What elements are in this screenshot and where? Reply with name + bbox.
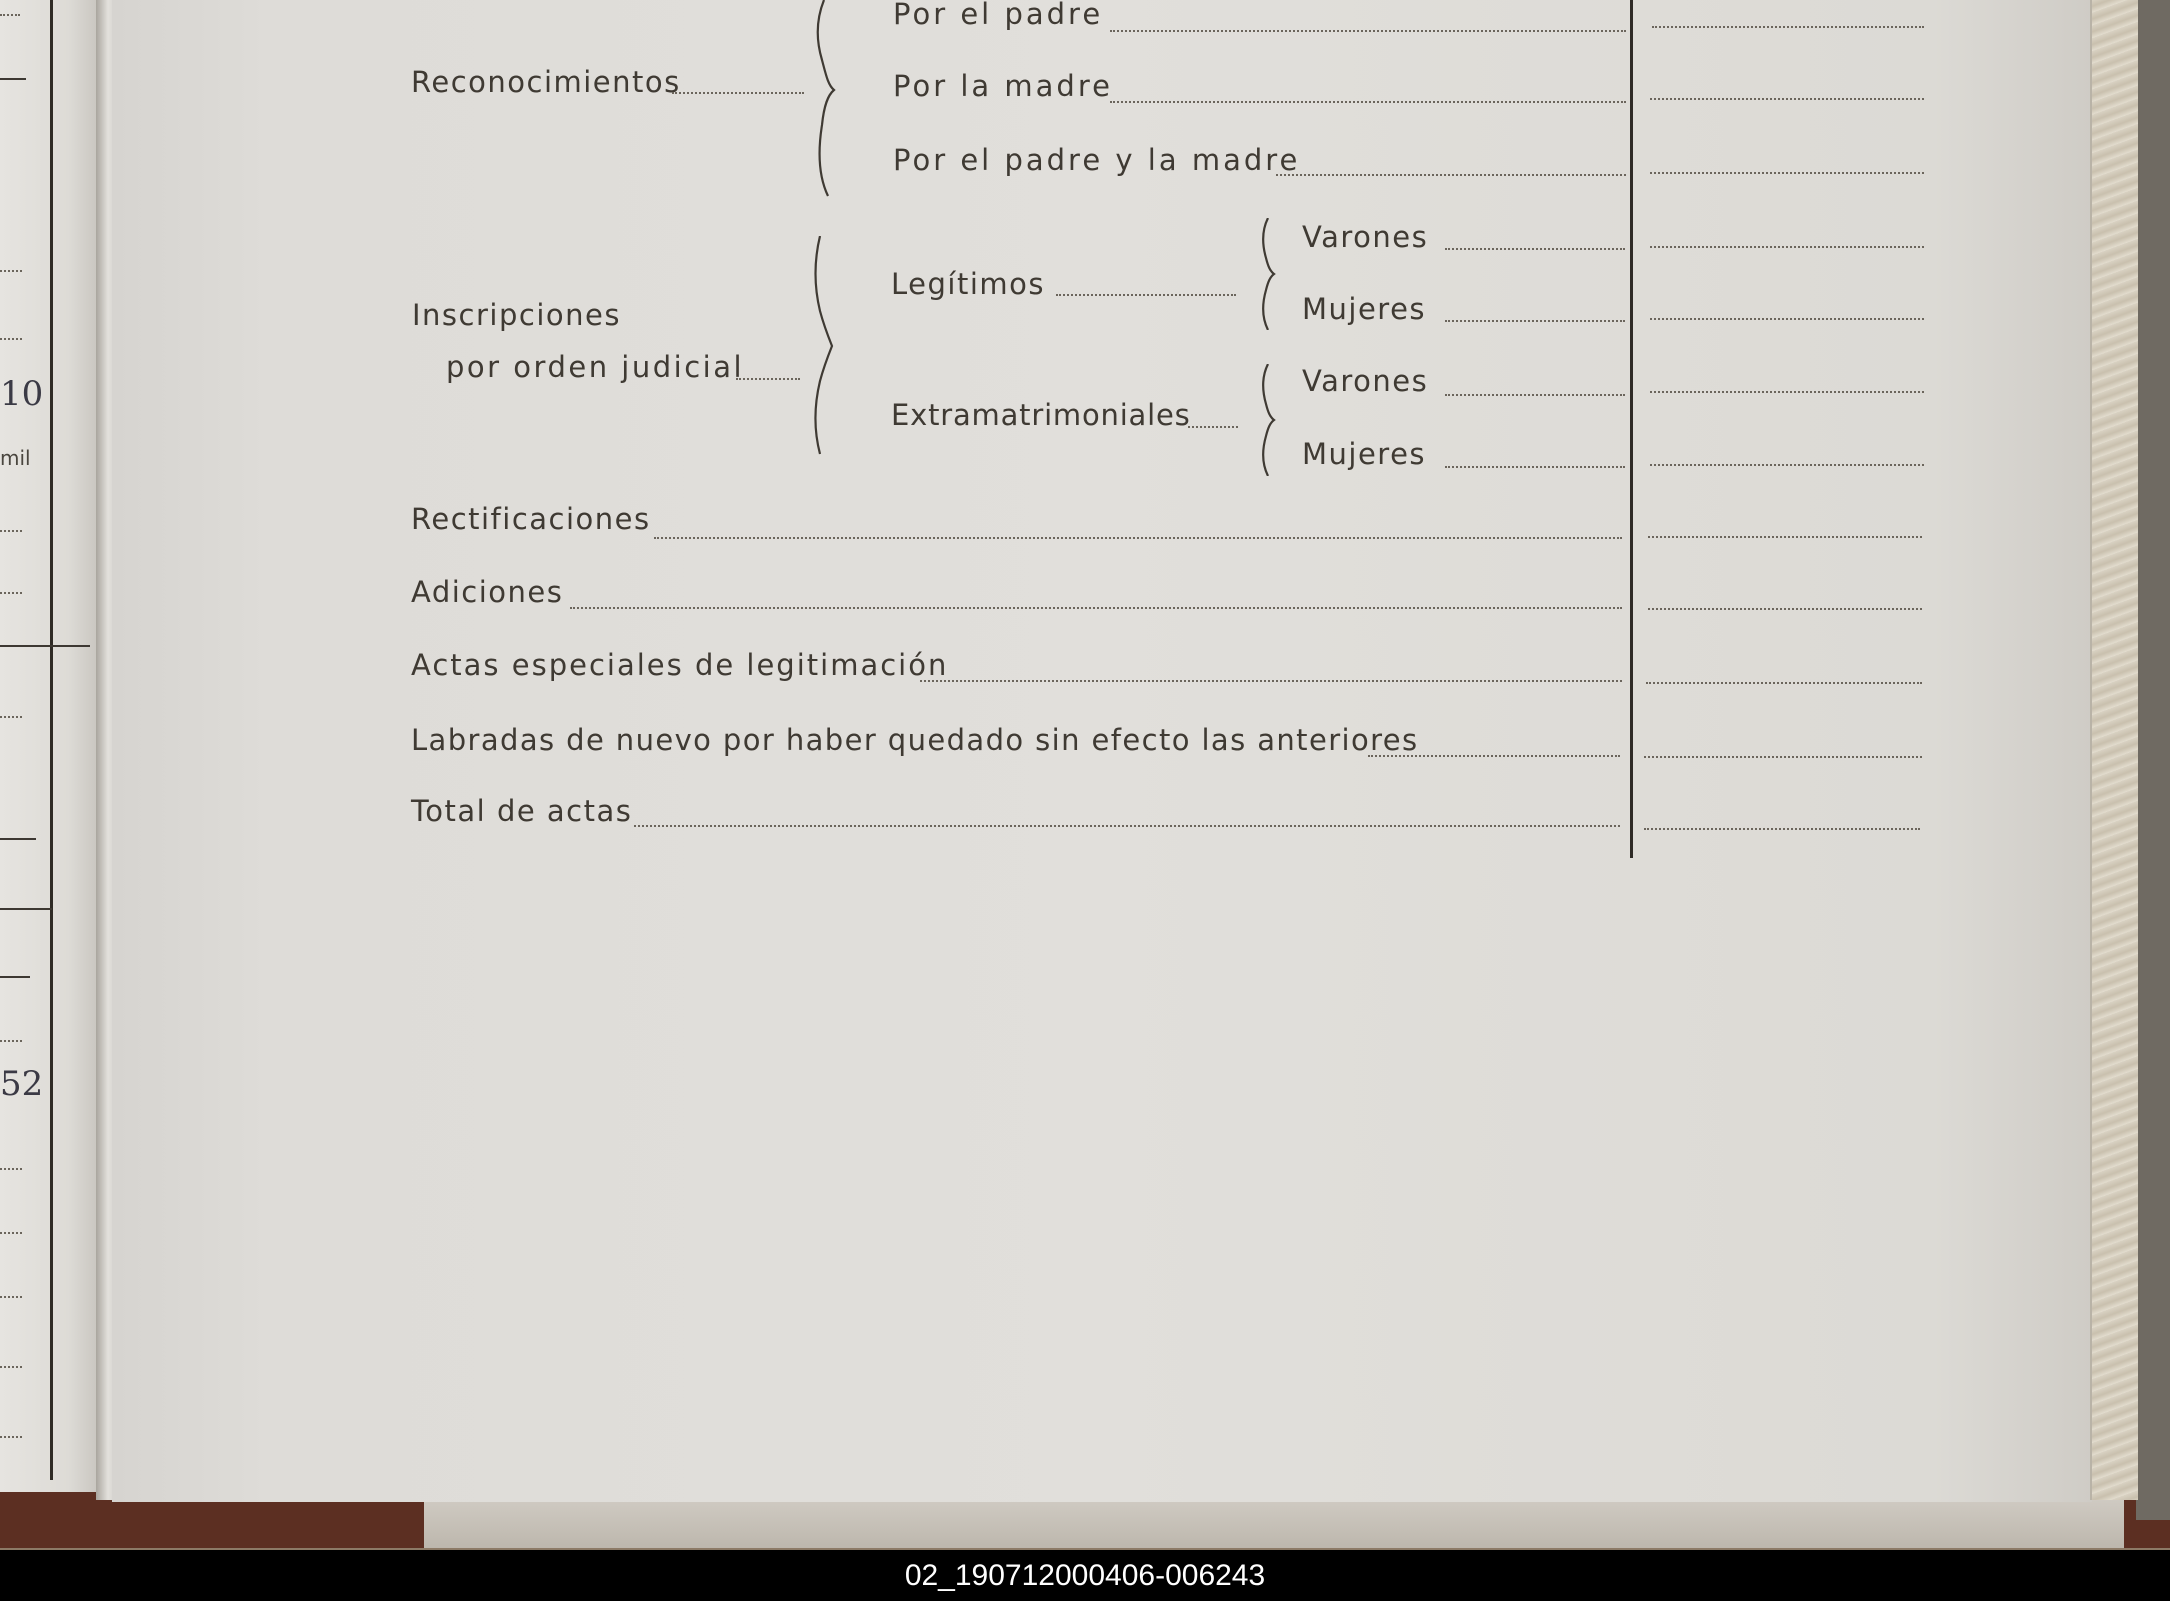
value-field xyxy=(1644,756,1922,758)
value-field xyxy=(1646,682,1922,684)
handwritten-number: 52 xyxy=(0,1064,44,1104)
label-extramatrimoniales: Extramatrimoniales xyxy=(891,398,1191,432)
left-dot-line xyxy=(0,338,22,340)
label-labradas: Labradas de nuevo por haber quedado sin efecto las anteriores xyxy=(411,723,1419,757)
label-por-orden-judicial: por orden judicial xyxy=(446,350,745,384)
left-rule xyxy=(0,645,90,647)
label-reconocimientos: Reconocimientos xyxy=(411,65,681,99)
label-extra-mujeres: Mujeres xyxy=(1302,437,1427,471)
dot-leader xyxy=(654,537,1622,539)
dot-leader xyxy=(1445,466,1625,468)
label-legitimos-mujeres: Mujeres xyxy=(1302,292,1427,326)
dot-leader xyxy=(1276,174,1626,176)
left-dot-line xyxy=(0,1232,22,1234)
value-field xyxy=(1648,536,1922,538)
image-caption: 02_190712000406-006243 xyxy=(0,1550,2170,1601)
left-page-unit: mil xyxy=(0,446,31,470)
left-dot-line xyxy=(0,716,22,718)
value-field xyxy=(1650,98,1924,100)
value-field xyxy=(1648,608,1922,610)
dot-leader xyxy=(634,825,1620,827)
left-rule xyxy=(0,976,30,978)
left-dot-line xyxy=(0,592,22,594)
label-adiciones: Adiciones xyxy=(411,575,564,609)
book-spine-binding xyxy=(2090,0,2138,1500)
label-rectificaciones: Rectificaciones xyxy=(411,502,651,536)
column-separator xyxy=(1630,0,1633,858)
label-total-actas: Total de actas xyxy=(411,794,633,828)
left-rule xyxy=(0,838,36,840)
brace-legitimos xyxy=(1254,218,1278,330)
left-dot-line xyxy=(0,270,22,272)
dot-leader xyxy=(1188,426,1238,428)
left-page xyxy=(0,0,98,1492)
dot-leader xyxy=(1368,755,1620,757)
dot-leader xyxy=(1110,30,1626,32)
dot-leader xyxy=(1445,320,1625,322)
left-dot-line xyxy=(0,1168,22,1170)
value-field xyxy=(1650,172,1924,174)
left-dot-line xyxy=(0,14,20,16)
dot-leader xyxy=(1056,294,1236,296)
dot-leader xyxy=(920,680,1622,682)
left-dot-line xyxy=(0,1436,22,1438)
left-rule xyxy=(0,908,52,910)
left-dot-line xyxy=(0,530,22,532)
dot-leader xyxy=(570,607,1622,609)
book-cover-right xyxy=(2136,0,2170,1520)
brace-extramatrimoniales xyxy=(1254,364,1278,476)
brace-inscripciones xyxy=(806,236,840,456)
page-stack-edge xyxy=(424,1500,2124,1548)
value-field xyxy=(1644,828,1920,830)
left-page-ruling xyxy=(50,0,53,1480)
value-field xyxy=(1652,26,1924,28)
label-por-ambos: Por el padre y la madre xyxy=(893,143,1301,177)
dot-leader xyxy=(1110,101,1626,103)
left-dot-line xyxy=(0,1296,22,1298)
left-dot-line xyxy=(0,1366,22,1368)
label-por-la-madre: Por la madre xyxy=(893,69,1113,103)
value-field xyxy=(1650,464,1924,466)
label-legitimos-varones: Varones xyxy=(1302,220,1429,254)
left-rule xyxy=(0,78,26,80)
left-dot-line xyxy=(0,1040,22,1042)
dot-leader xyxy=(1445,394,1625,396)
label-inscripciones: Inscripciones xyxy=(412,298,621,332)
handwritten-number: 10 xyxy=(0,374,44,414)
dot-leader xyxy=(736,378,800,380)
label-extra-varones: Varones xyxy=(1302,364,1429,398)
label-legitimos: Legítimos xyxy=(891,267,1045,301)
label-actas-especiales: Actas especiales de legitimación xyxy=(411,648,949,682)
brace-reconocimientos xyxy=(806,0,840,200)
value-field xyxy=(1650,246,1924,248)
dot-leader xyxy=(1445,248,1625,250)
value-field xyxy=(1650,318,1924,320)
value-field xyxy=(1650,391,1924,393)
dot-leader xyxy=(672,92,804,94)
label-por-el-padre: Por el padre xyxy=(893,0,1104,31)
